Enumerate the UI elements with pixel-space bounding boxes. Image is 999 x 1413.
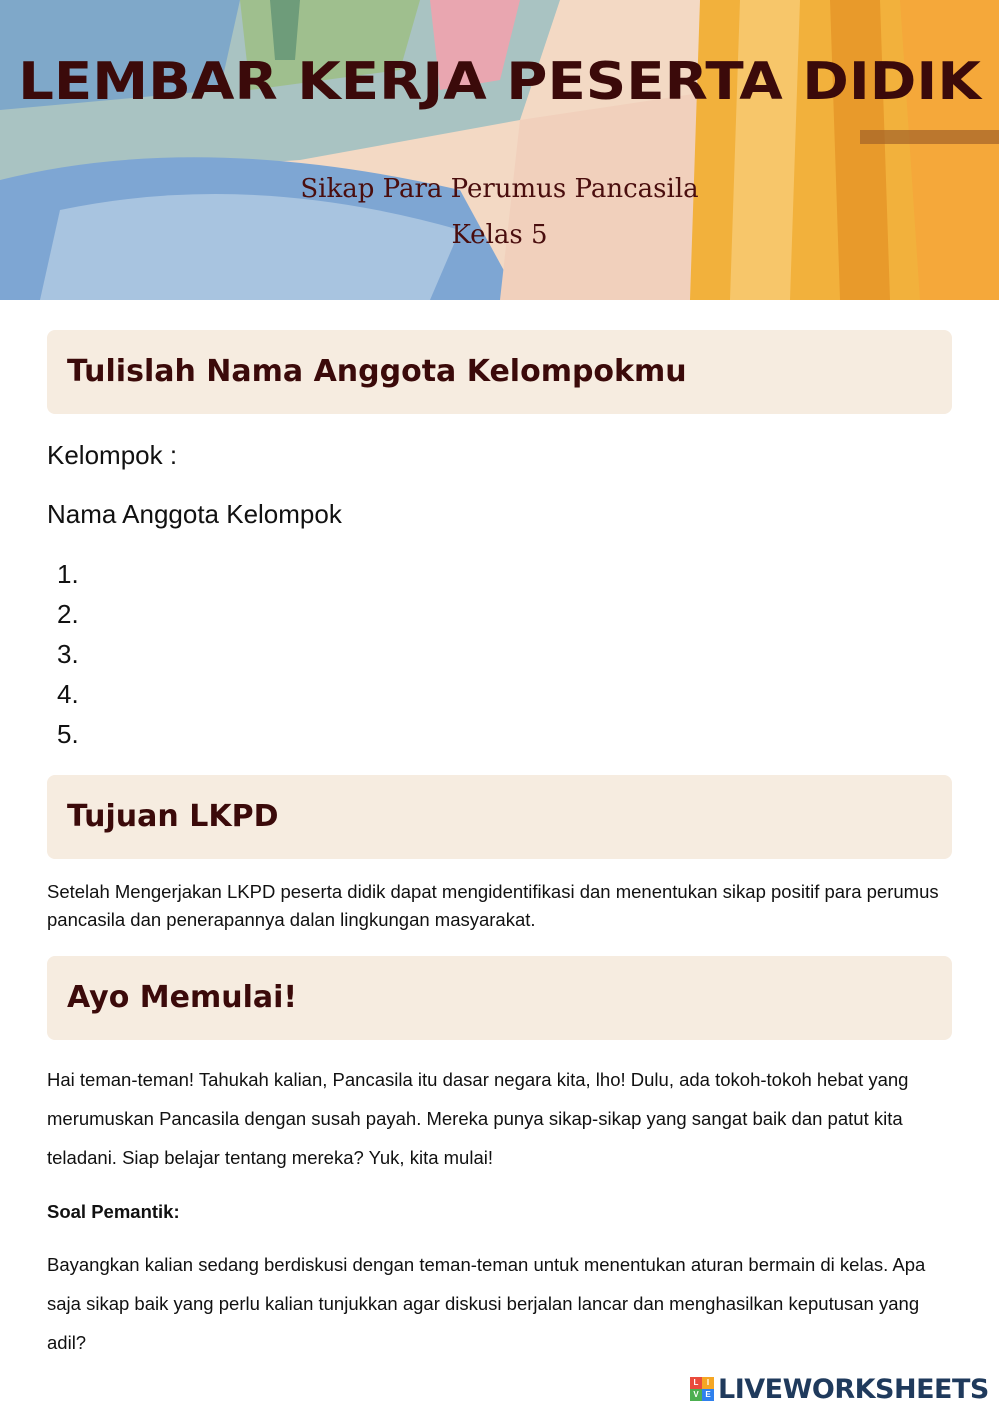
- list-item: 2.: [57, 599, 79, 629]
- header-banner: [0, 0, 999, 300]
- start-heading: Ayo Memulai!: [67, 980, 298, 1015]
- members-label: Nama Anggota Kelompok: [47, 499, 342, 529]
- question-text: Bayangkan kalian sedang berdiskusi dengan teman-teman untuk menentukan aturan bermain di kelas. Apa saja sikap baik yang perlu kalian tunjukkan agar diskusi berjalan lancar dan menghasilkan keputusan yang adil?: [47, 1254, 926, 1353]
- grade-label: Kelas 5: [451, 220, 548, 250]
- list-item: 3.: [57, 639, 79, 669]
- goal-section-header: [47, 775, 952, 859]
- list-item: 4.: [57, 679, 79, 709]
- list-item: 5.: [57, 719, 79, 749]
- list-item: 1.: [57, 559, 79, 589]
- page-subtitle: Sikap Para Perumus Pancasila: [300, 174, 699, 204]
- page-title: LEMBAR KERJA PESERTA DIDIK: [18, 52, 981, 112]
- members-section-header: [47, 330, 952, 414]
- logo-text: LIVEWORKSHEETS: [718, 1373, 989, 1405]
- group-label: Kelompok :: [47, 440, 178, 470]
- liveworksheets-logo[interactable]: [690, 1372, 989, 1406]
- logo-mark-icon: L I V E: [690, 1377, 714, 1401]
- members-list: [57, 558, 79, 758]
- start-section-header: [47, 956, 952, 1040]
- question-label: Soal Pemantik:: [47, 1201, 180, 1222]
- goal-heading: Tujuan LKPD: [67, 799, 279, 834]
- members-heading: Tulislah Nama Anggota Kelompokmu: [67, 354, 687, 389]
- goal-text: Setelah Mengerjakan LKPD peserta didik dapat mengidentifikasi dan menentukan sikap positif para perumus pancasila dan penerapannya dalan lingkungan masyarakat.: [47, 881, 939, 930]
- painted-background: [0, 0, 999, 300]
- intro-text: Hai teman-teman! Tahukah kalian, Pancasila itu dasar negara kita, lho! Dulu, ada tokoh-tokoh hebat yang merumuskan Pancasila dengan susah payah. Mereka punya sikap-sikap yang sangat baik dan patut kita teladani. Siap belajar tentang mereka? Yuk, kita mulai!: [47, 1069, 909, 1168]
